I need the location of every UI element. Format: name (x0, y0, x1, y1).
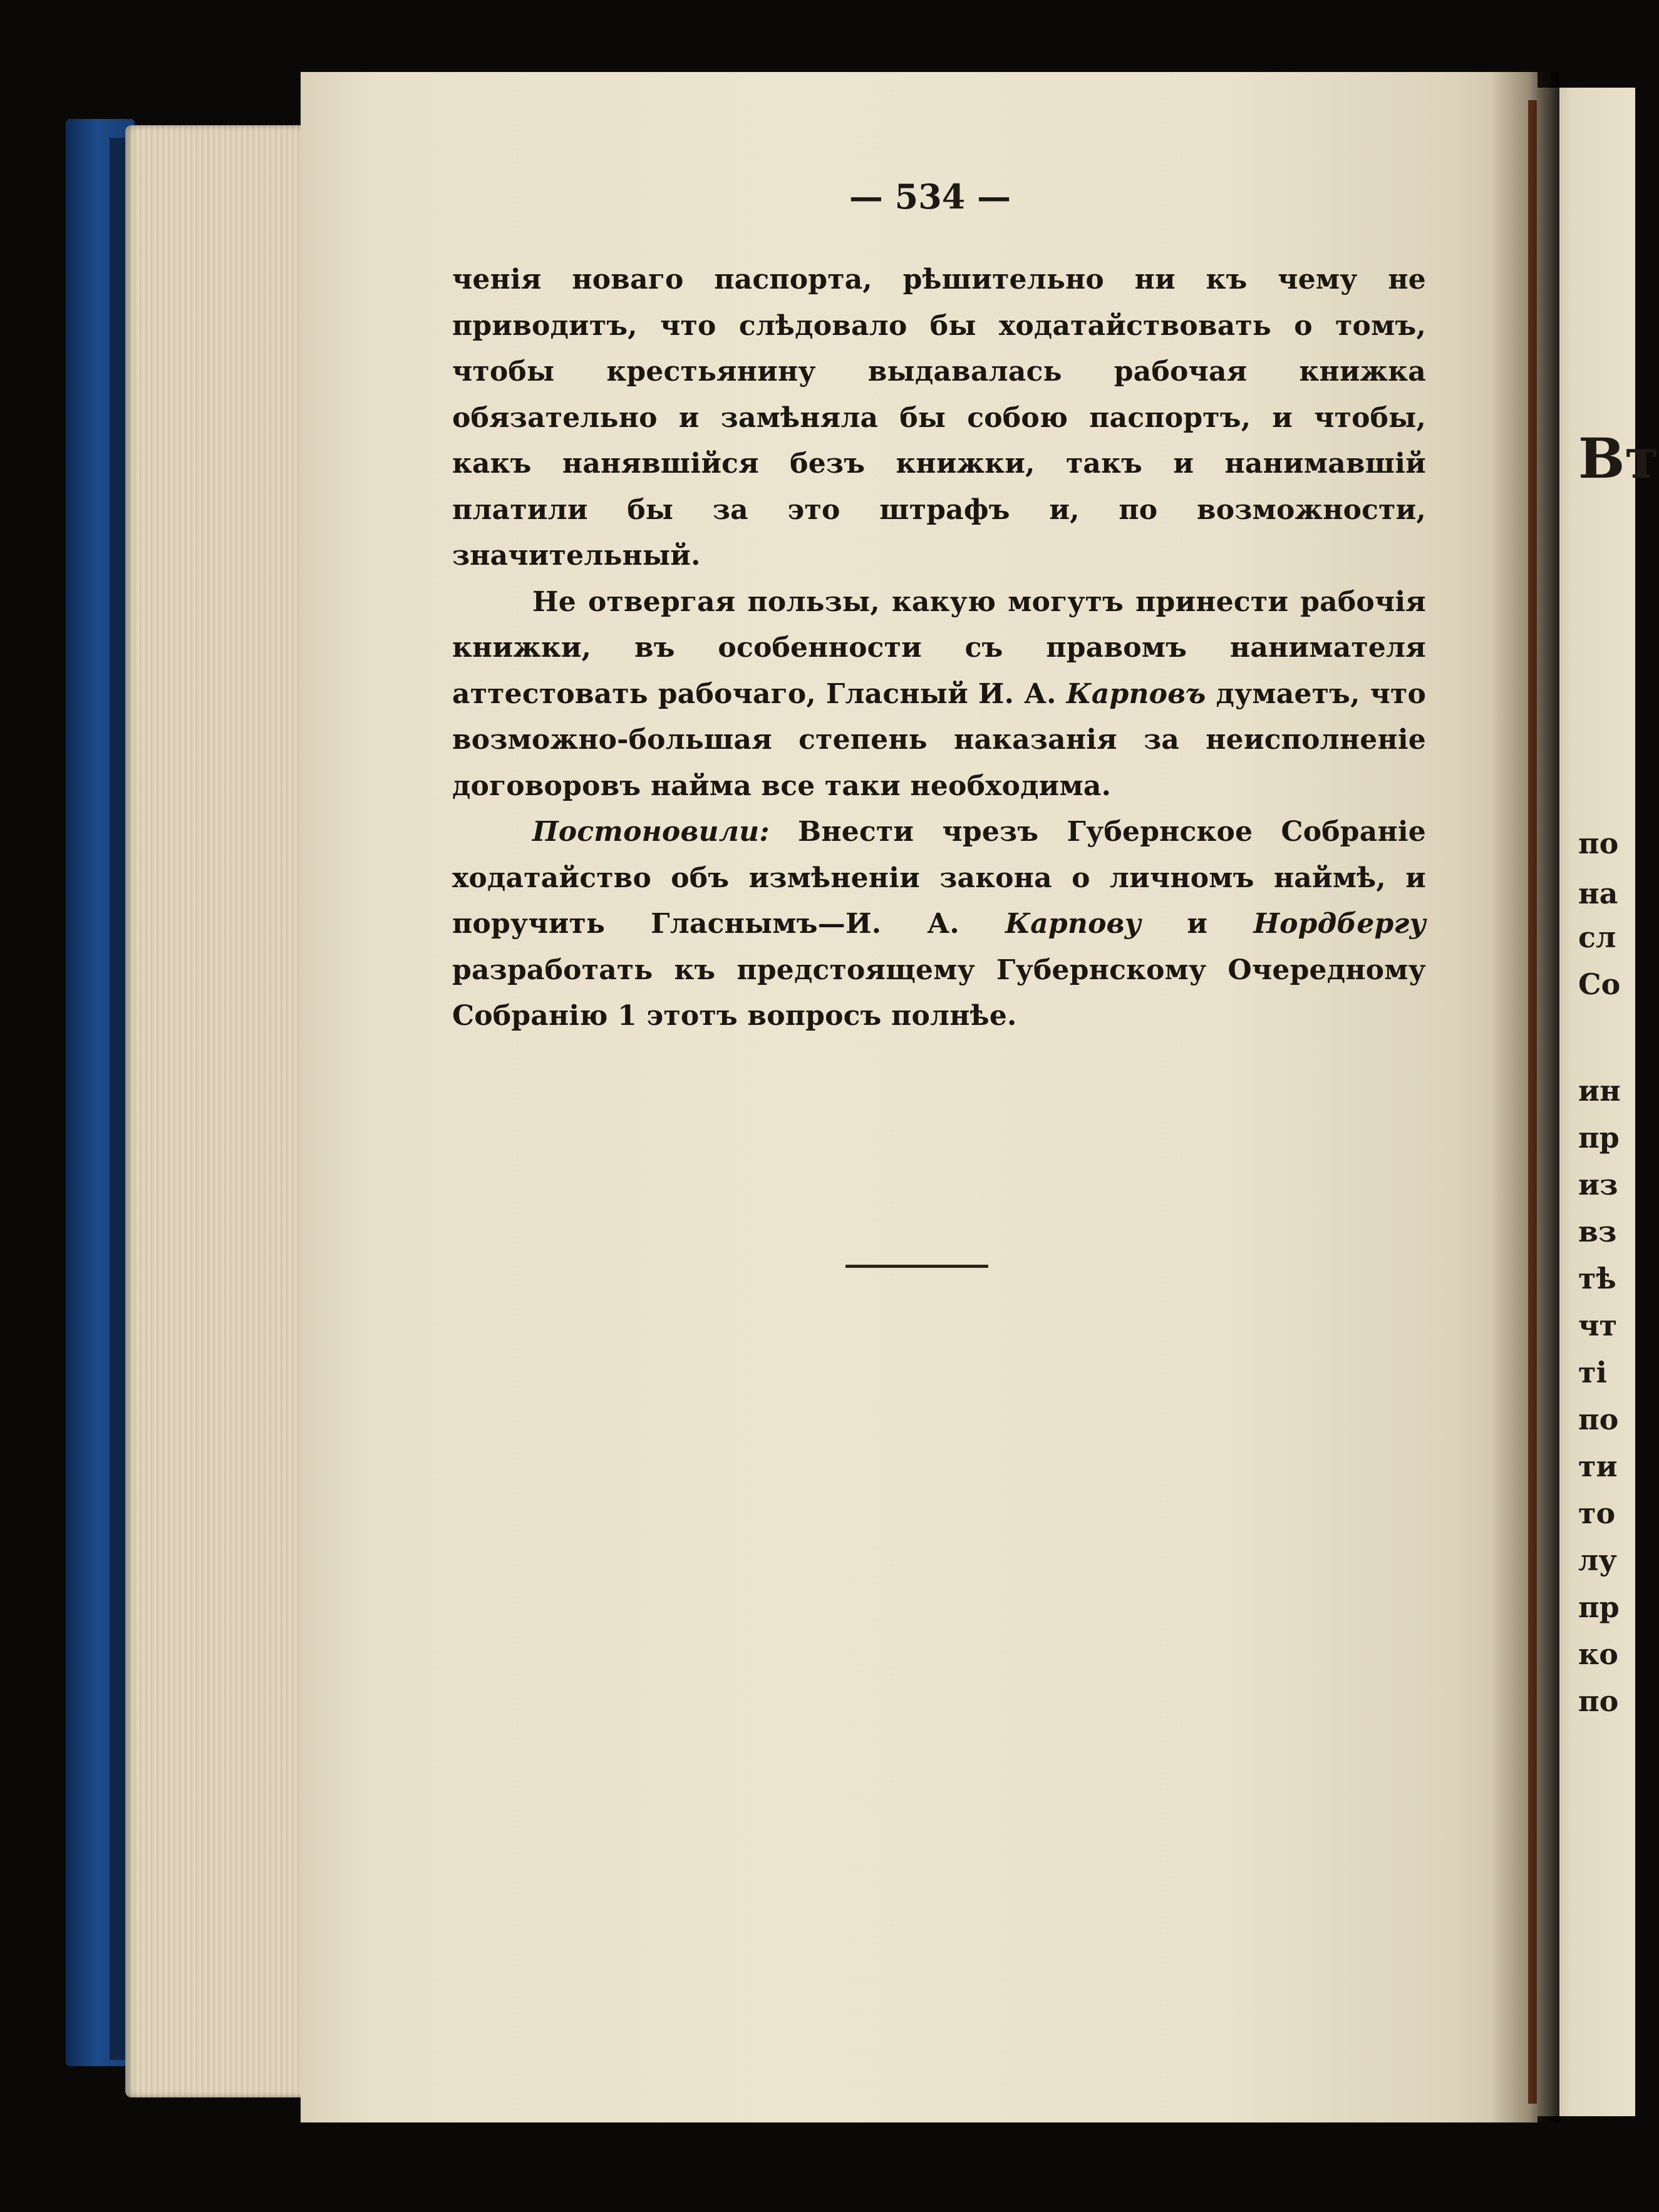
facing-heading-fragment: Вт (1578, 426, 1659, 491)
facing-line-fragment: ин (1578, 1074, 1621, 1108)
facing-line-fragment: ти (1578, 1449, 1618, 1483)
page-body (452, 257, 1426, 1039)
facing-line-fragment: пр (1578, 1121, 1620, 1155)
facing-page-text (1578, 0, 1659, 2212)
facing-line-fragment: пр (1578, 1590, 1620, 1624)
page-number: — 534 — (849, 177, 1011, 217)
facing-line-fragment: из (1578, 1168, 1618, 1201)
facing-line-fragment: лу (1578, 1543, 1617, 1577)
text-segment: и (1141, 908, 1254, 940)
paragraph (452, 579, 1426, 810)
facing-line-fragment: по (1578, 826, 1619, 860)
text-segment: думаетъ, что возможно-большая степень наказанія за неисполненіе договоровъ найма все таки необходима. (452, 677, 1426, 802)
italic-text: Карповъ (1066, 677, 1206, 710)
text-segment: разработать къ предстоящему Губернскому Очередному Собранію 1 этотъ вопросъ полнѣе. (452, 954, 1426, 1032)
facing-line-fragment: по (1578, 1684, 1619, 1718)
facing-line-fragment: тѣ (1578, 1262, 1616, 1295)
facing-line-fragment: ті (1578, 1355, 1607, 1389)
facing-line-fragment: сл (1578, 920, 1616, 954)
paragraph (452, 809, 1426, 1039)
italic-text: Постоновили: (532, 816, 770, 848)
facing-line-fragment: чт (1578, 1309, 1618, 1342)
paragraph (452, 257, 1426, 579)
text-segment: Не отвергая пользы, какую могутъ принести рабочія книжки, въ особенности съ правомъ нанимателя аттестовать рабочаго, Гласный И. А. (452, 585, 1426, 710)
book-gutter (1491, 72, 1559, 2122)
italic-text: Нордбергу (1253, 908, 1426, 940)
facing-line-fragment: ко (1578, 1637, 1618, 1671)
facing-line-fragment: по (1578, 1402, 1619, 1436)
facing-line-fragment: вз (1578, 1215, 1617, 1248)
facing-line-fragment: Со (1578, 967, 1621, 1001)
section-rule (845, 1265, 988, 1268)
facing-line-fragment: на (1578, 877, 1618, 910)
text-segment: ченія новаго паспорта, рѣшительно ни къ чему не приводитъ, что слѣдовало бы ходатайствовать о томъ, чтобы крестьянину выдавалась рабочая книжка обязательно и замѣняла бы собою паспортъ, и чтобы, какъ нанявшійся безъ книжки, такъ и нанимавшій платили бы за это штрафъ и, по возможности, значительный. (452, 264, 1426, 572)
text-segment: Внести чрезъ Губернское Собраніе ходатайство объ измѣненіи закона о личномъ наймѣ, и поручить Гласнымъ—И. А. (452, 816, 1426, 940)
facing-line-fragment: то (1578, 1496, 1616, 1530)
italic-text: Карпову (1005, 908, 1142, 940)
